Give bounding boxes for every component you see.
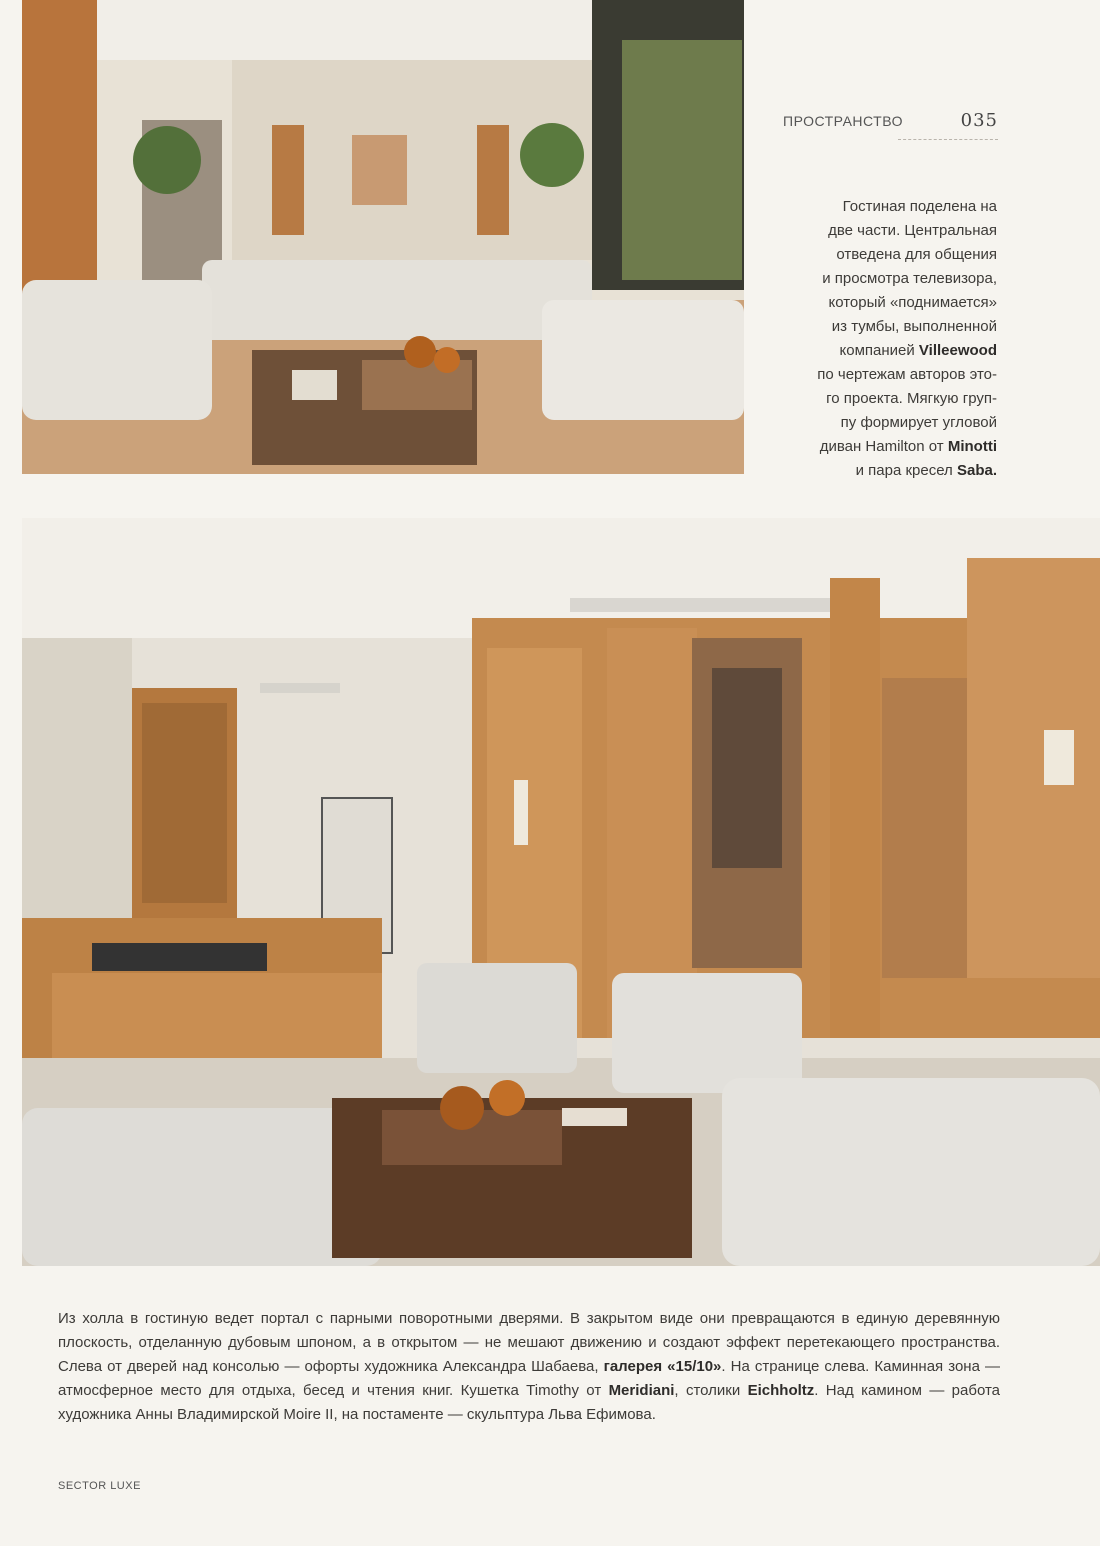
brand-villeewood: Villeewood bbox=[918, 342, 997, 359]
caption-top bbox=[777, 195, 997, 483]
caption-text: диван Hamilton от bbox=[819, 438, 948, 455]
caption-text: . Над камином — работа художника Анны Владимирской Moire II, на постаменте — скульптура Льва Ефимова. bbox=[58, 1382, 1001, 1423]
caption-text: и пара кресел bbox=[855, 462, 957, 479]
caption-line: из тумбы, выполненной bbox=[831, 318, 997, 335]
brand-eichholtz: Eichholtz bbox=[747, 1382, 815, 1399]
caption-line: отведена для общения bbox=[836, 246, 997, 263]
footer-brand: SECTOR LUXE bbox=[58, 1480, 141, 1492]
header-divider bbox=[898, 139, 998, 140]
caption-text: . На странице слева. Каминная зона — атмосферное место для отдыха, бесед и чтения книг. Кушетка Timothy от bbox=[58, 1358, 1000, 1399]
page-header bbox=[783, 110, 998, 131]
caption-text: Из холла в гостиную ведет портал с парными поворотными дверями. В закрытом виде они превращаются в единую деревянную плоскость, отделанную дубовым шпоном, а в открытом — не мешают движению и создают эффект перетекающего пространства. Слева от дверей над консолью — офорты художника Александра Шабаева, bbox=[58, 1310, 1000, 1375]
living-room-sofa-photo bbox=[22, 0, 744, 474]
brand-meridiani: Meridiani bbox=[608, 1382, 675, 1399]
caption-line: который «поднимается» bbox=[828, 294, 997, 311]
caption-bottom bbox=[58, 1307, 1000, 1427]
caption-line: Гостиная поделена на bbox=[842, 198, 997, 215]
living-room-doors-photo bbox=[22, 518, 1100, 1266]
section-label: ПРОСТРАНСТВО bbox=[783, 113, 903, 129]
caption-line: пу формирует угловой bbox=[840, 414, 997, 431]
gallery-name: галерея «15/10» bbox=[603, 1358, 722, 1375]
caption-line bbox=[777, 435, 997, 459]
caption-line: по чертежам авторов это- bbox=[817, 366, 997, 383]
caption-line: и просмотра телевизора, bbox=[822, 270, 997, 287]
caption-text: , столики bbox=[674, 1382, 748, 1399]
brand-saba: Saba. bbox=[956, 462, 997, 479]
page-number: 035 bbox=[960, 110, 998, 131]
caption-line: две части. Центральная bbox=[828, 222, 997, 239]
caption-text: компанией bbox=[839, 342, 919, 359]
caption-line bbox=[777, 339, 997, 363]
caption-line: го проекта. Мягкую груп- bbox=[826, 390, 997, 407]
brand-minotti: Minotti bbox=[947, 438, 997, 455]
caption-line bbox=[777, 459, 997, 483]
